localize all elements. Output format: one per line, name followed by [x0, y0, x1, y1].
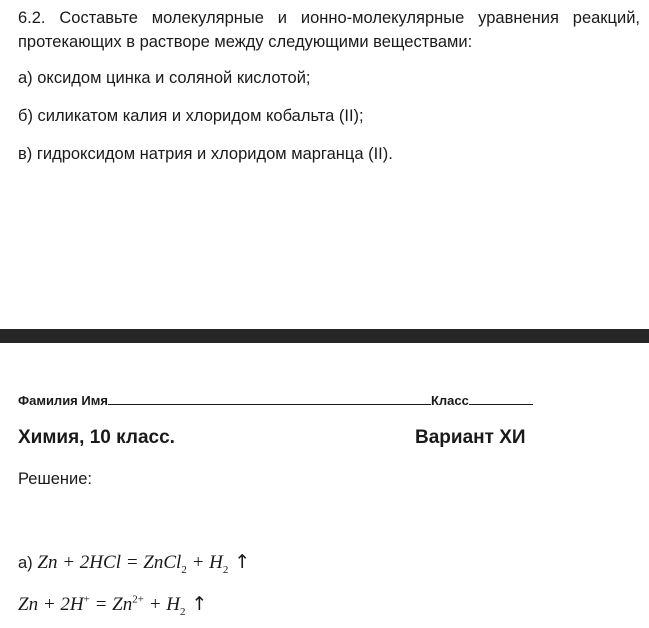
- subject-title: Химия, 10 класс.: [18, 427, 175, 448]
- eq1-sub2: 2: [222, 563, 229, 576]
- task-item-c: в) гидроксидом натрия и хлоридом марганца (II).: [18, 145, 393, 163]
- equation-ionic: [18, 593, 207, 618]
- header-row: [18, 427, 538, 449]
- name-blank: [108, 391, 431, 405]
- variant-title: Вариант ХИ: [415, 427, 526, 448]
- eq1-sub1: 2: [181, 563, 187, 576]
- eq2-mid: = Zn: [89, 594, 133, 615]
- name-class-line: [18, 391, 533, 408]
- eq1-mid: + H: [186, 552, 223, 573]
- task-item-b: б) силикатом калия и хлоридом кобальта (II);: [18, 107, 364, 125]
- eq2-sup1: +: [83, 593, 90, 606]
- eq2-mid2: + H: [143, 594, 180, 615]
- gas-arrow-icon: ↑: [185, 593, 208, 615]
- gas-arrow-icon: ↑: [228, 551, 251, 573]
- equation-molecular: [18, 551, 250, 576]
- eq1-body: Zn + 2HCl = ZnCl: [37, 552, 182, 573]
- eq2-sub: 2: [179, 605, 186, 618]
- equation-label-a: а): [18, 554, 33, 572]
- page-divider: [0, 329, 649, 343]
- class-blank: [469, 391, 533, 405]
- solution-label: Решение:: [18, 470, 92, 488]
- eq2-sup2: 2+: [132, 593, 144, 606]
- name-label: Фамилия Имя: [18, 393, 108, 408]
- eq2-body: Zn + 2H: [18, 594, 84, 615]
- task-item-a: а) оксидом цинка и соляной кислотой;: [18, 69, 311, 87]
- class-label: Класс: [430, 393, 469, 408]
- task-text: [18, 6, 640, 180]
- task-intro: 6.2. Составьте молекулярные и ионно-молекулярные уравнения реакций, протекающих в растворе между следующими веществами:: [18, 9, 640, 51]
